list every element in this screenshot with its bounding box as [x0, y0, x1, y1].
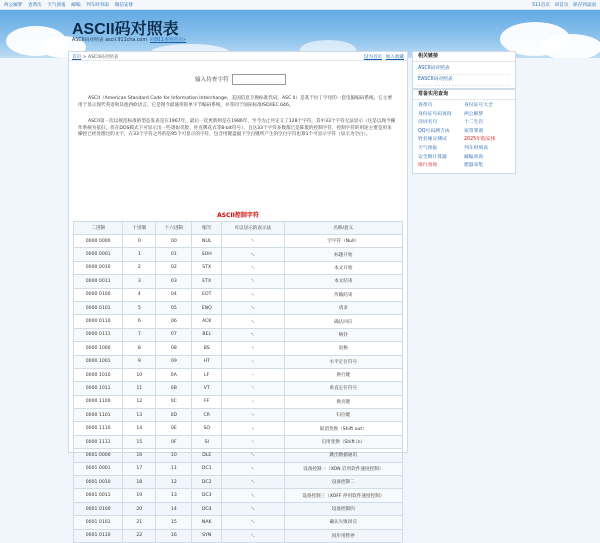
cell-binary: 0000 0010 [74, 261, 123, 274]
cell-hex: 14 [156, 502, 192, 515]
cell-abbr: DC3 [192, 489, 222, 502]
table-row [74, 489, 403, 502]
cell-binary: 0001 0100 [74, 502, 123, 515]
tools-title: 常备实用查询 [413, 90, 515, 100]
cell-meaning: 本文结束 [284, 275, 402, 288]
cell-display: ␍ [222, 409, 285, 422]
cell-binary: 0000 0111 [74, 328, 123, 341]
cell-binary: 0000 1010 [74, 368, 123, 381]
cell-display: ␃ [222, 275, 285, 288]
cell-hex: 01 [156, 248, 192, 261]
cell-abbr: SO [192, 422, 222, 435]
cell-hex: 00 [156, 235, 192, 248]
cell-abbr: ETX [192, 275, 222, 288]
cell-decimal: 15 [123, 435, 156, 448]
cell-meaning: 确认回应 [284, 315, 402, 328]
cell-display: ␅ [222, 301, 285, 314]
cell-decimal: 9 [123, 355, 156, 368]
top-nav-left [4, 2, 137, 8]
table-row [74, 261, 403, 274]
cell-decimal: 8 [123, 342, 156, 355]
table-row [74, 342, 403, 355]
table-row [74, 516, 403, 529]
table-row [74, 288, 403, 301]
cell-meaning: 设备控制二 [284, 476, 402, 489]
col-decimal: 十进制 [123, 222, 156, 235]
related-links-list [413, 62, 515, 88]
cloud-shape [540, 34, 600, 58]
cell-decimal: 1 [123, 248, 156, 261]
cell-meaning: 同步用暂停 [284, 529, 402, 542]
cell-abbr: VT [192, 382, 222, 395]
site-subtitle-text: ASCII码对照表 ascii.911cha.com [72, 38, 148, 43]
cell-meaning: 设备控制一（XON 启用软件速度控制） [284, 462, 402, 475]
table-row [74, 529, 403, 542]
tool-link[interactable]: 查黄历 [418, 103, 433, 108]
cell-abbr: FF [192, 395, 222, 408]
cell-binary: 0000 0110 [74, 315, 123, 328]
breadcrumb-home[interactable]: 首页 [72, 55, 82, 60]
cell-decimal: 7 [123, 328, 156, 341]
cell-abbr: DC2 [192, 476, 222, 489]
tool-link[interactable]: 天气预报 [418, 145, 438, 151]
cell-hex: 0A [156, 368, 192, 381]
table-row [74, 248, 403, 261]
cell-abbr: SOH [192, 248, 222, 261]
table-row [74, 502, 403, 515]
tools-grid [413, 100, 515, 173]
cell-abbr: BS [192, 342, 222, 355]
cell-decimal: 10 [123, 368, 156, 381]
site-subtitle [72, 36, 186, 43]
cell-hex: 03 [156, 275, 192, 288]
related-links-title: 相关链接 [413, 52, 515, 62]
cell-display: ␉ [222, 355, 285, 368]
table-row [74, 462, 403, 475]
table-row [74, 315, 403, 328]
set-homepage-link[interactable]: 设为首页 [363, 55, 383, 60]
cell-display: ␊ [222, 368, 285, 381]
cell-display: ␒ [222, 476, 285, 489]
cell-meaning: 跳出数据通讯 [284, 449, 402, 462]
tool-link[interactable]: 排行查询 [418, 163, 438, 169]
cell-decimal: 5 [123, 301, 156, 314]
top-link-postcode[interactable]: 邮编 [71, 3, 81, 8]
cell-meaning: 归位键 [284, 409, 402, 422]
table-row [74, 449, 403, 462]
cell-binary: 0001 0110 [74, 529, 123, 542]
add-favorite-link[interactable]: 加入收藏 [385, 55, 404, 60]
cell-display: ␌ [222, 395, 285, 408]
cell-display: ␖ [222, 529, 285, 542]
cell-binary: 0000 1001 [74, 355, 123, 368]
cell-binary: 0000 1000 [74, 342, 123, 355]
tool-link[interactable]: 身份证号大全 [464, 103, 493, 108]
cell-meaning: 确认失败回应 [284, 516, 402, 529]
cell-binary: 0000 0100 [74, 288, 123, 301]
tool-link[interactable]: 身份证号码查询 [418, 111, 452, 117]
cell-hex: 09 [156, 355, 192, 368]
table-row [74, 382, 403, 395]
cell-binary: 0000 0011 [74, 275, 123, 288]
cell-meaning: 水平定位符号 [284, 355, 402, 368]
table-row [74, 395, 403, 408]
cell-binary: 0000 0101 [74, 301, 123, 314]
top-link-home511[interactable]: 511首页 [532, 3, 551, 8]
cell-decimal: 2 [123, 261, 156, 274]
cell-binary: 0001 0011 [74, 489, 123, 502]
cell-binary: 0001 0010 [74, 476, 123, 489]
table-header-row [74, 222, 403, 235]
cell-decimal: 19 [123, 489, 156, 502]
cell-binary: 0001 0101 [74, 516, 123, 529]
cell-hex: 0D [156, 409, 192, 422]
table-title: ASCII控制字符 [217, 212, 259, 219]
cell-abbr: STX [192, 261, 222, 274]
history-paragraph: ASCII第一次以规范标准的型态发表是在1967年，最后一次更新则是在1986年，至今为止共定义了128个字符，其中33个字符无法显示（这是以现今操作系统为依归，但在DOS模式下可显示出一些诸如笑脸、扑克牌花式等8-bit符号），且这33个字符多数都已是陈废的控制字符，控制字符的用途主要是用来操控已经处理过的文字，在33个字符之外的是95个可显示的字符，包含用键盘敲下空白键所产生的空白字符也算1个可显示字符（显示为空白）。 [78, 119, 396, 138]
col-binary: 二进制 [74, 222, 123, 235]
cell-decimal: 16 [123, 449, 156, 462]
cell-decimal: 12 [123, 395, 156, 408]
table-row [74, 275, 403, 288]
table-row [74, 368, 403, 381]
top-link-save-desktop[interactable]: 保存到桌面 [573, 3, 596, 8]
cell-decimal: 14 [123, 422, 156, 435]
tool-link[interactable]: QQ号码测吉凶 [418, 128, 450, 134]
cell-display: ␋ [222, 382, 285, 395]
cell-hex: 0E [156, 422, 192, 435]
cell-meaning: 本文开始 [284, 261, 402, 274]
cell-meaning: 传输结束 [284, 288, 402, 301]
cell-hex: 07 [156, 328, 192, 341]
site-title: ASCII码对照表 [72, 21, 179, 38]
tool-link[interactable]: 姓名缘分测试 [418, 137, 447, 143]
cell-decimal: 0 [123, 235, 156, 248]
cell-abbr: HT [192, 355, 222, 368]
cell-display: ␐ [222, 449, 285, 462]
cell-hex: 08 [156, 342, 192, 355]
cell-abbr: CR [192, 409, 222, 422]
cell-display: ␄ [222, 288, 285, 301]
cell-hex: 0C [156, 395, 192, 408]
cell-abbr: ACK [192, 315, 222, 328]
cell-meaning: 设备控制四 [284, 502, 402, 515]
cell-decimal: 22 [123, 529, 156, 542]
related-link-eascii[interactable]: EASCII码对照表 [418, 75, 510, 86]
cell-abbr: SI [192, 435, 222, 448]
cell-display: ␇ [222, 328, 285, 341]
cell-display: ␂ [222, 261, 285, 274]
col-abbr: 缩写 [192, 222, 222, 235]
col-hex: 十六进制 [156, 222, 192, 235]
breadcrumb-bar [69, 52, 407, 61]
cell-meaning: 换页键 [284, 395, 402, 408]
cell-meaning: 启用变换（Shift in） [284, 435, 402, 448]
back-911-link[interactable]: 回911查询首页» [150, 38, 187, 43]
top-link-back-home[interactable]: 回首页 [554, 3, 569, 8]
cell-abbr: NAK [192, 516, 222, 529]
cell-abbr: SYN [192, 529, 222, 542]
table-row [74, 435, 403, 448]
cell-binary: 0000 1111 [74, 435, 123, 448]
cell-hex: 16 [156, 529, 192, 542]
cell-hex: 11 [156, 462, 192, 475]
related-link-ascii[interactable]: ASCII码对照表 [418, 64, 510, 75]
cell-display: ␁ [222, 248, 285, 261]
cell-decimal: 3 [123, 275, 156, 288]
cell-decimal: 20 [123, 502, 156, 515]
cell-display: ␓ [222, 489, 285, 502]
cell-abbr: DC1 [192, 462, 222, 475]
col-meaning: 名称/意义 [284, 222, 402, 235]
intro-paragraph: ASCII（American Standard Code for Information Interchange，美国信息互换标准代码，ASC II）是基于拉丁字母的一套电脑编码系统。它主要用于显示现代英语和其他西欧语言。它是现今最通用的单字节编码系统，并等同于国际标准ISO/IEC 646。 [78, 96, 392, 108]
cell-display: ␀ [222, 235, 285, 248]
top-link-train[interactable]: 列车时刻表 [86, 3, 110, 8]
top-link-jiemeng[interactable]: 两公解梦 [4, 3, 23, 8]
cell-hex: 13 [156, 489, 192, 502]
top-link-huangli[interactable]: 査黄历 [27, 3, 42, 8]
tool-link[interactable]: 诗词名句 [418, 120, 438, 126]
cell-binary: 0000 0001 [74, 248, 123, 261]
breadcrumb-separator: > [81, 55, 88, 60]
top-nav-right [529, 2, 596, 8]
cell-display: ␔ [222, 502, 285, 515]
cell-meaning: 换行键 [284, 368, 402, 381]
cell-abbr: LF [192, 368, 222, 381]
cell-meaning: 设备控制三（XOFF 停用软件速度控制） [284, 489, 402, 502]
cell-display: ␏ [222, 435, 285, 448]
top-nav-bar [0, 0, 600, 10]
cell-display: ␎ [222, 422, 285, 435]
tool-link[interactable]: 列车时刻表 [464, 145, 488, 151]
cell-binary: 0000 1110 [74, 422, 123, 435]
cell-hex: 02 [156, 261, 192, 274]
cell-hex: 05 [156, 301, 192, 314]
breadcrumb [72, 54, 118, 60]
cell-decimal: 4 [123, 288, 156, 301]
cell-hex: 15 [156, 516, 192, 529]
cell-decimal: 6 [123, 315, 156, 328]
breadcrumb-current: ASCII码对照表 [87, 55, 119, 60]
cell-hex: 0F [156, 435, 192, 448]
cell-binary: 0000 0000 [74, 235, 123, 248]
table-row [74, 235, 403, 248]
cell-hex: 0B [156, 382, 192, 395]
cell-display: ␈ [222, 342, 285, 355]
table-row [74, 422, 403, 435]
main-panel [68, 51, 408, 539]
cell-decimal: 13 [123, 409, 156, 422]
tool-link[interactable]: 邮编查询 [464, 154, 484, 160]
tool-link[interactable]: 安全期计算器 [418, 154, 447, 160]
cell-decimal: 11 [123, 382, 156, 395]
cell-abbr: BEL [192, 328, 222, 341]
table-row [74, 301, 403, 314]
char-search [195, 74, 286, 85]
cell-hex: 04 [156, 288, 192, 301]
cell-binary: 0001 0000 [74, 449, 123, 462]
cell-display: ␑ [222, 462, 285, 475]
tool-link[interactable]: 腊器采集 [464, 163, 484, 169]
cell-binary: 0000 1011 [74, 382, 123, 395]
cell-meaning: 空字符（Null） [284, 235, 402, 248]
cell-decimal: 17 [123, 462, 156, 475]
cell-hex: 06 [156, 315, 192, 328]
cell-meaning: 标题开始 [284, 248, 402, 261]
table-row [74, 355, 403, 368]
tool-link[interactable]: 2025年假安排 [464, 137, 496, 143]
table-row [74, 476, 403, 489]
table-row [74, 409, 403, 422]
tool-link[interactable]: 十二生肖 [464, 120, 484, 126]
cell-abbr: DLE [192, 449, 222, 462]
tools-box [412, 89, 516, 174]
cell-meaning: 退格 [284, 342, 402, 355]
table-body [74, 235, 403, 543]
cell-abbr: DC4 [192, 502, 222, 515]
table-row [74, 328, 403, 341]
related-links-box [412, 51, 516, 89]
cell-display: ␕ [222, 516, 285, 529]
cell-decimal: 18 [123, 476, 156, 489]
char-search-input[interactable] [232, 74, 286, 85]
cell-hex: 12 [156, 476, 192, 489]
cell-abbr: ENQ [192, 301, 222, 314]
col-display: 可以显示的表示法 [222, 222, 285, 235]
cell-meaning: 垂直定位符号 [284, 382, 402, 395]
cell-abbr: EOT [192, 288, 222, 301]
breadcrumb-actions [362, 54, 404, 60]
cell-binary: 0001 0001 [74, 462, 123, 475]
cell-meaning: 取消变换（Shift out） [284, 422, 402, 435]
cell-meaning: 响铃 [284, 328, 402, 341]
cell-hex: 10 [156, 449, 192, 462]
top-link-wechat[interactable]: 微信安排 [114, 3, 134, 8]
char-search-label: 输入待查字符 [195, 77, 229, 83]
cell-display: ␆ [222, 315, 285, 328]
cell-abbr: NUL [192, 235, 222, 248]
cell-decimal: 21 [123, 516, 156, 529]
tool-link[interactable]: 两公解梦 [464, 111, 484, 117]
tool-link[interactable]: 家常菜谱 [464, 128, 484, 134]
cell-binary: 0000 1100 [74, 395, 123, 408]
cell-binary: 0000 1101 [74, 409, 123, 422]
top-link-weather[interactable]: 天气预报 [47, 3, 66, 8]
ascii-control-table [73, 221, 403, 543]
cell-meaning: 请求 [284, 301, 402, 314]
